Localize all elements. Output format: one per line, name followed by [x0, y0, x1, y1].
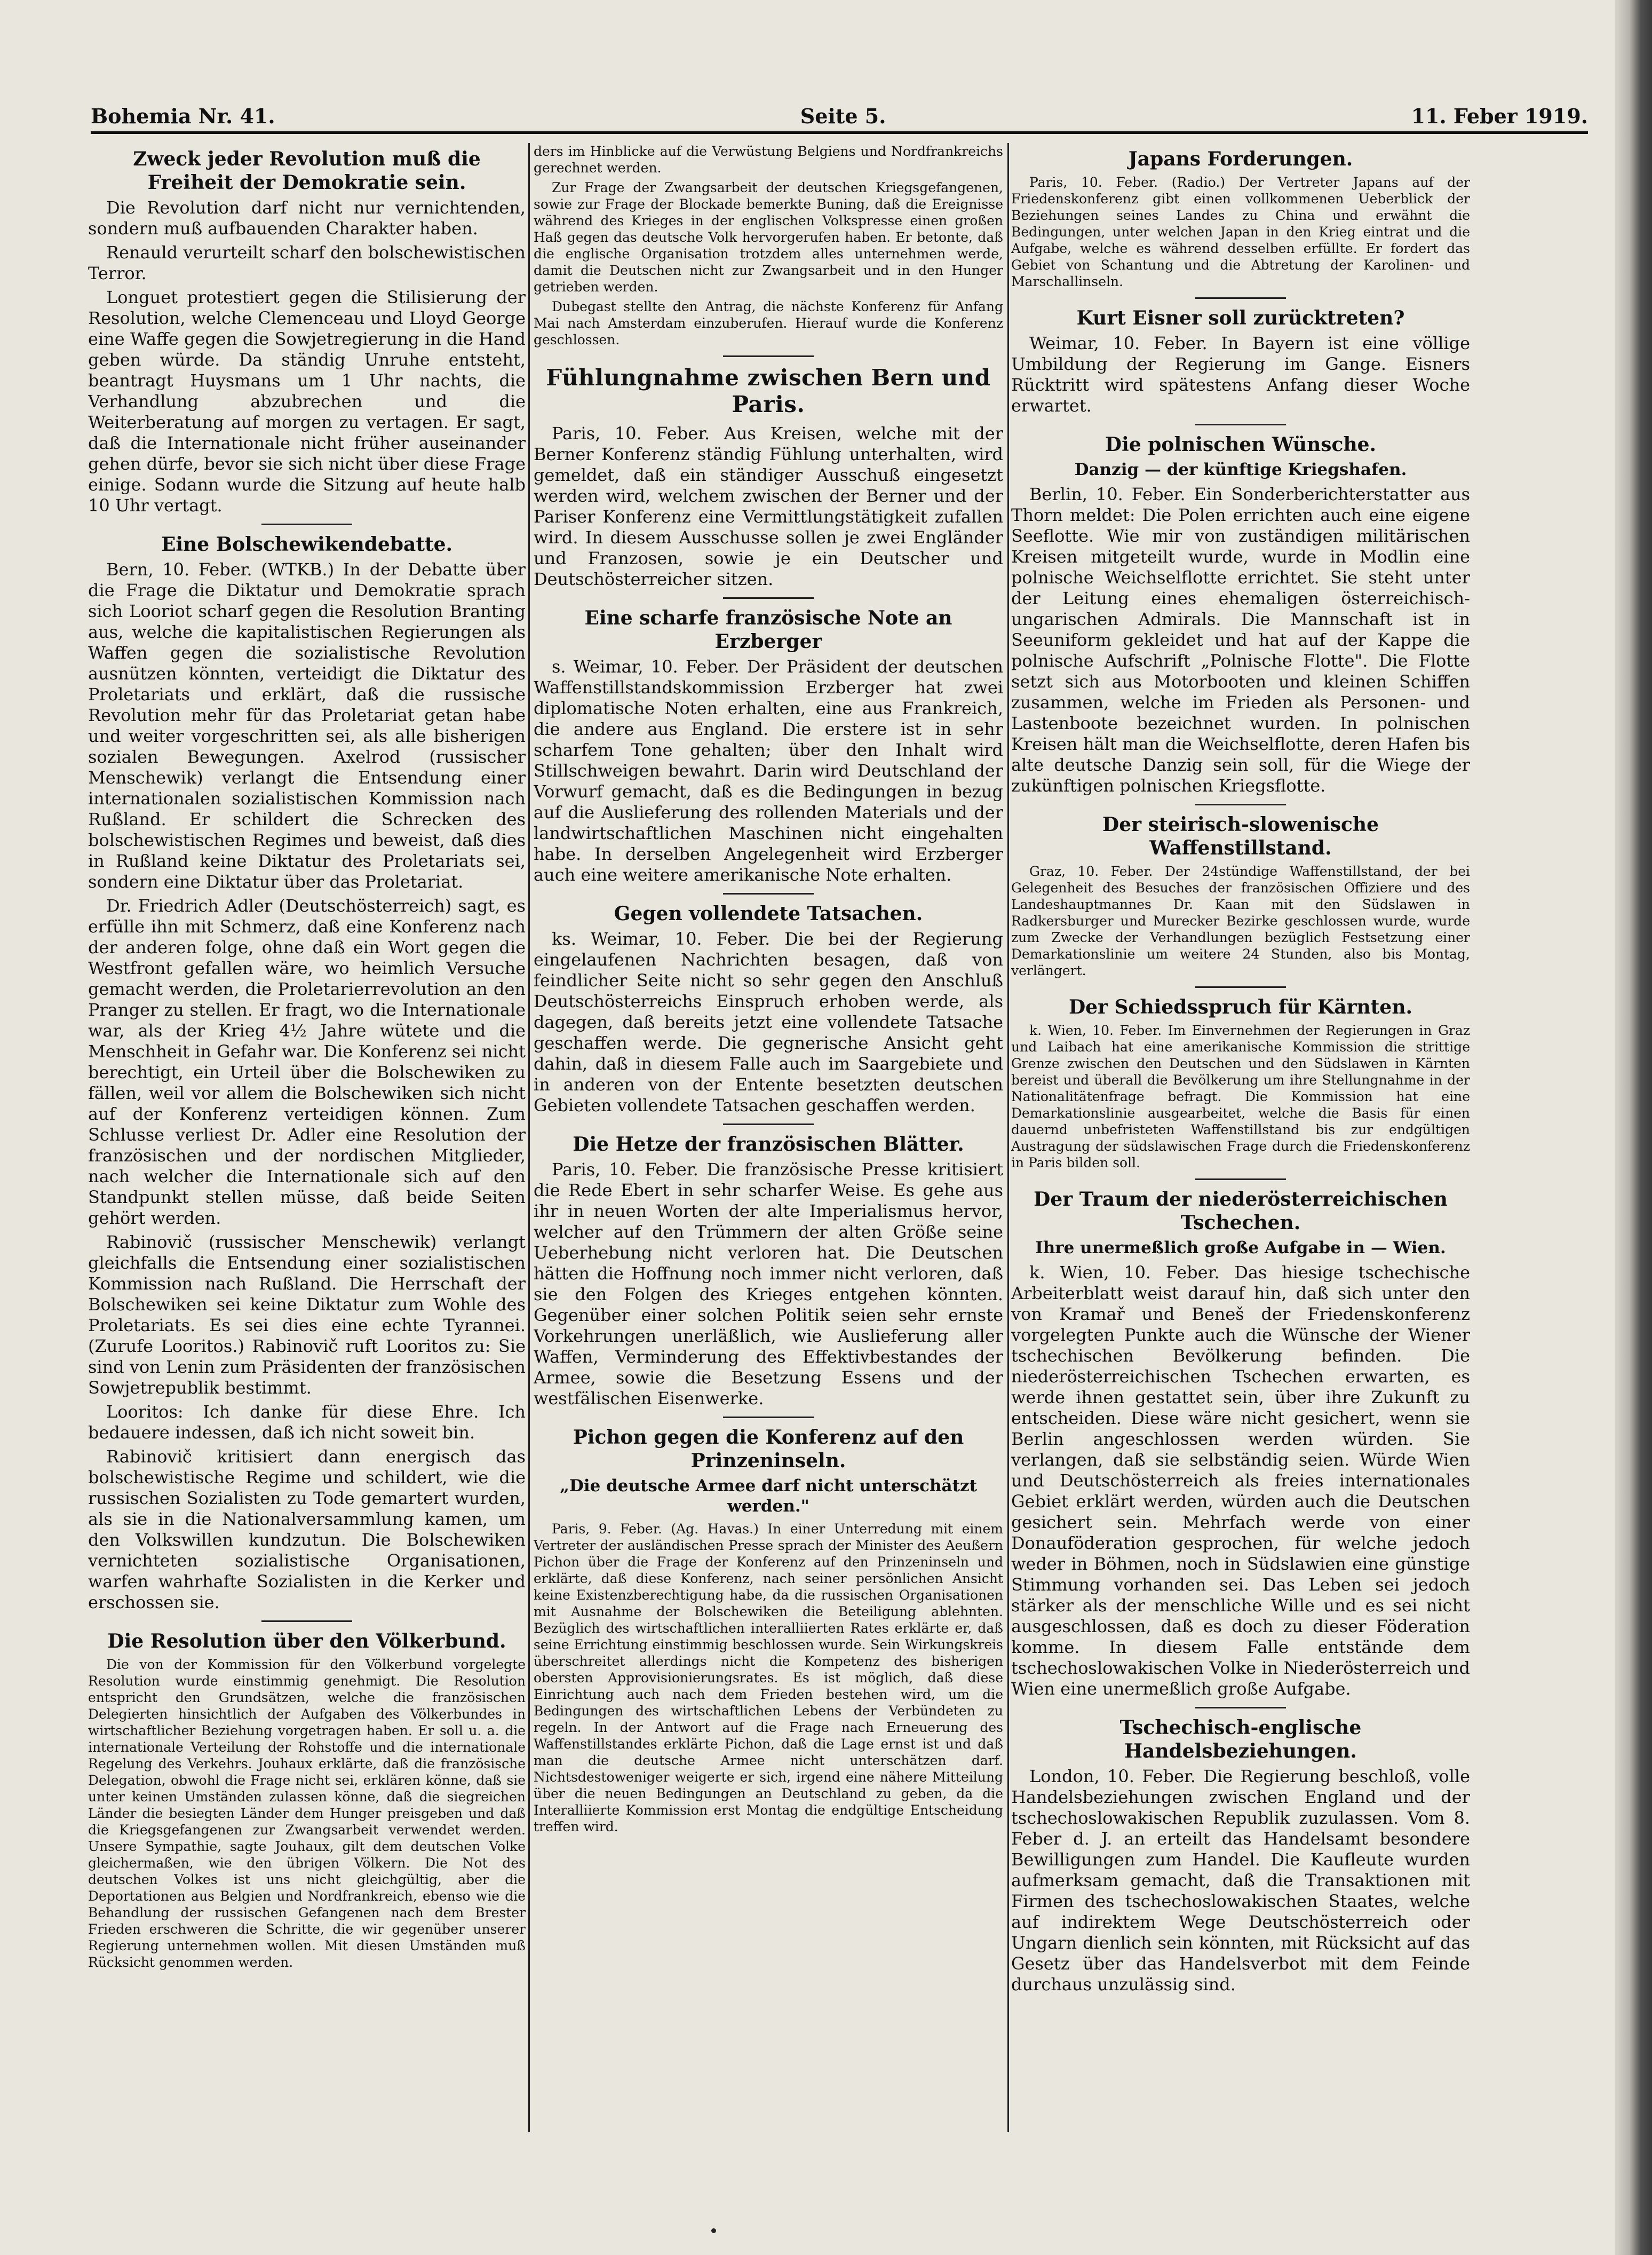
- paragraph: s. Weimar, 10. Feber. Der Präsident der deutschen Waffenstillstandskommission Erzberger hat zwei diplomatische Noten erhalten, eine aus Frankreich, die andere aus England. Die erstere ist in sehr scharfem Tone gehalten; über den Inhalt wird Stillschweigen bewahrt. Darin wird Deutschland der Vorwurf gemacht, daß es die Bedingungen in bezug auf die Auslieferung des rollenden Materials und der landwirtschaftlichen Maschinen nicht eingehalten habe. In derselben Angelegenheit wird Erzberger auch eine weitere amerikanische Note erhalten.: [534, 656, 1003, 885]
- separator: [261, 1620, 352, 1622]
- scan-edge: [1615, 0, 1652, 2255]
- separator: [1195, 297, 1286, 299]
- paragraph: Rabinovič (russischer Menschewik) verlangt gleichfalls die Entsendung einer sozialistischen Kommission nach Rußland. Die Herrschaft der Bolschewiken sei keine Diktatur zum Wohle des Proletariats. Es sei dies eine echte Tyrannei. (Zurufe Looritos.) Rabinovič ruft Looritos zu: Sie sind von Lenin zum Präsidenten der französischen Sowjetrepublik bestimmt.: [88, 1232, 526, 1398]
- paragraph: Paris, 10. Feber. Die französische Presse kritisiert die Rede Ebert in sehr scharfer Weise. Es gehe aus ihr in neuen Worten der alte Imperialismus hervor, welcher auf den Trümmern der alten Größe seine Ueberhebung nicht verloren hat. Die Deutschen hätten die Hoffnung noch immer nicht verloren, daß sie den Folgen des Krieges entgehen könnten. Gegenüber einer solchen Politik seien sehr ernste Vorkehrungen unerläßlich, wie Auslieferung aller Waffen, Verminderung des Effektivbestandes der Armee, sowie die Besetzung Essens und der westfälischen Eisenwerke.: [534, 1159, 1003, 1409]
- article-heading: Der Schiedsspruch für Kärnten.: [1068, 996, 1413, 1018]
- separator: [1195, 1707, 1286, 1708]
- article-heading: Pichon gegen die Konferenz auf den Prinzeninseln.: [573, 1426, 964, 1472]
- article-heading: Japans Forderungen.: [1128, 148, 1353, 170]
- article-heading: Der steirisch-slowenische Waffenstillstand.: [1102, 813, 1379, 859]
- separator: [261, 524, 352, 525]
- article-subheading: Danzig — der künftige Kriegshafen.: [1074, 460, 1407, 479]
- paragraph: London, 10. Feber. Die Regierung beschloß, volle Handelsbeziehungen zwischen England und der tschechoslowakischen Republik zuzulassen. Vom 8. Feber d. J. an erteilt das Handelsamt besondere Bewilligungen zum Handel. Die Kaufleute wurden aufmerksam gemacht, daß die Transaktionen mit Firmen des tschechoslowakischen Staates, welche auf indirektem Wege Deutschösterreich oder Ungarn dienlich sein könnten, mit Rücksicht auf das Gesetz über das Handelsverbot mit dem Feinde durchaus unzulässig sind.: [1011, 1766, 1470, 1995]
- paragraph: Paris, 9. Feber. (Ag. Havas.) In einer Unterredung mit einem Vertreter der ausländischen Presse sprach der Minister des Aeußern Pichon über die Frage der Konferenz auf den Prinzeninseln und erklärte, daß diese Konferenz, nach seiner persönlichen Ansicht keine Existenzberechtigung habe, da die russischen Organisationen mit Ausnahme der Bolschewiken die Beteiligung ablehnten. Bezüglich des wirtschaftlichen interalliierten Rates erklärte er, daß seine Errichtung einstimmig beschlossen wurde. Sein Wirkungskreis überschreitet allerdings nicht die Kompetenz des bisherigen obersten Approvisionierungsrates. Es ist möglich, daß diese Einrichtung auch nach dem Frieden bestehen wird, um die Bedingungen des wirtschaftlichen Lebens der Verbündeten zu regeln. In der Antwort auf die Frage nach Erneuerung des Waffenstillstandes erklärte Pichon, daß die Lage ernst ist und daß man die deutsche Armee nicht unterschätzen darf. Nichtsdestoweniger weigerte er sich, irgend eine nähere Mitteilung über die neuen Bedingungen an Deutschland zu geben, da die Interalliierte Kommission erst Montag die endgültige Entscheidung treffen wird.: [534, 1521, 1003, 1834]
- article-heading: Gegen vollendete Tatsachen.: [614, 903, 923, 925]
- article-heading: Der Traum der niederösterreichischen Tschechen.: [1034, 1188, 1448, 1234]
- article-heading: Die Resolution über den Völkerbund.: [107, 1630, 506, 1652]
- paragraph: Die von der Kommission für den Völkerbund vorgelegte Resolution wurde einstimmig genehmigt. Die Resolution entspricht den Grundsätzen, welche die französischen Delegierten hinsichtlich der Aufgaben des Völkerbundes in wirtschaftlicher Beziehung vorgetragen haben. Er soll u. a. die internationale Verteilung der Rohstoffe und die internationale Regelung des Verkehrs. Jouhaux erklärte, daß die französische Delegation, obwohl die Frage nicht sei, erklären könne, daß sie unter keinen Umständen zulassen könne, daß die siegreichen Länder die besiegten Länder dem Hunger preisgeben und daß die Kriegsgefangenen zur Zwangsarbeit verwendet werden. Unsere Sympathie, sagte Jouhaux, gilt dem deutschen Volke gleichermaßen, wie den übrigen Völkern. Die Not des deutschen Volkes ist uns nicht gleichgültig, aber die Deportationen aus Belgien und Nordfrankreich, ebenso wie die Behandlung der russischen Gefangenen nach dem Brester Frieden erschweren die Schritte, die wir gegenüber unserer Regierung unternehmen wollen. Mit diesen Umständen muß Rücksicht genommen werden.: [88, 1657, 526, 1970]
- separator: [723, 1417, 814, 1418]
- paragraph: Renauld verurteilt scharf den bolschewistischen Terror.: [88, 242, 526, 283]
- paragraph: Longuet protestiert gegen die Stilisierung der Resolution, welche Clemenceau und Lloyd George eine Waffe gegen die Sowjetregierung in die Hand geben würde. Da ständig Unruhe entsteht, beantragt Huysmans um 1 Uhr nachts, die Verhandlung abzubrechen und die Weiterberatung auf morgen zu vertagen. Er sagt, daß die Internationale nicht früher auseinander gehen dürfe, bevor sie sich nicht über diese Frage einige. Sodann wurde die Sitzung auf heute halb 10 Uhr vertagt.: [88, 287, 526, 516]
- paragraph: Graz, 10. Feber. Der 24stündige Waffenstillstand, der bei Gelegenheit des Besuches der französischen Offiziere und des Landeshauptmannes Dr. Kaan mit den Südslawen in Radkersburger und Murecker Bezirke geschlossen wurde, wurde zum Zwecke der Verhandlungen bezüglich Festsetzung einer Demarkationslinie um weitere 24 Stunden, also bis Montag, verlängert.: [1011, 864, 1470, 978]
- separator: [723, 597, 814, 599]
- column-rule: [528, 143, 530, 2132]
- paragraph: Zur Frage der Zwangsarbeit der deutschen Kriegsgefangenen, sowie zur Frage der Blockade bemerkte Buning, daß die Ereignisse während des Krieges in der englischen Volkspresse einen großen Haß gegen das deutsche Volk hervorgerufen haben. Er betonte, daß die englische Organisation trotzdem alles unternehmen werde, damit die Deutschen nicht zur Zwangsarbeit und in den Hunger getrieben werden.: [534, 180, 1003, 295]
- article-heading: Eine scharfe französische Note an Erzberger: [584, 607, 952, 653]
- article-subheading: Ihre unermeßlich große Aufgabe in — Wien.: [1035, 1238, 1446, 1257]
- paragraph: Bern, 10. Feber. (WTKB.) In der Debatte über die Frage die Diktatur und Demokratie sprach sich Looriot scharf gegen die Resolution Branting aus, welche die kapitalistischen Regierungen als Waffen gegen die sozialistische Revolution ausnützen könnten, verteidigt die Diktatur des Proletariats und erklärt, daß die russische Revolution mehr für das Proletariat getan habe und weiter vorgeschritten sei, als alle bisherigen sozialen Bewegungen. Axelrod (russischer Menschewik) verlangt die Entsendung einer internationalen sozialistischen Kommission nach Rußland. Er schildert die Schrecken des bolschewistischen Regimes und beweist, daß dies in Rußland keine Diktatur des Proletariats sei, sondern eine Diktatur über das Proletariat.: [88, 559, 526, 892]
- page-header: [91, 99, 1588, 134]
- paragraph: Berlin, 10. Feber. Ein Sonderberichterstatter aus Thorn meldet: Die Polen errichten auch eine eigene Seeflotte. Wie mir von zuständigen militärischen Kreisen mitgeteilt wurde, wurde in Modlin eine polnische Weichselflotte errichtet. Sie steht unter der Leitung eines ehemaligen österreichisch-ungarischen Admirals. Die Mannschaft ist in Seeuniform gekleidet und hat auf der Kappe die polnische Aufschrift „Polnische Flotte". Die Flotte setzt sich aus Motorbooten und kleinen Schiffen zusammen, welche im Frieden als Personen- und Lastenboote bezeichnet wurden. In polnischen Kreisen hält man die Weichselflotte, deren Hafen bis alte deutsche Danzig sein soll, für die Wiege der zukünftigen polnischen Kriegsflotte.: [1011, 484, 1470, 796]
- paragraph: k. Wien, 10. Feber. Das hiesige tschechische Arbeiterblatt weist darauf hin, daß sich unter den von Kramař und Beneš der Friedenskonferenz vorgelegten Punkte auch die Wünsche der Wiener tschechischen Bevölkerung befinden. Die niederösterreichischen Tschechen erwarten, es werde ihnen gestattet sein, über ihre Zukunft zu entscheiden. Diese wäre nicht gesichert, wenn sie Berlin angeschlossen werden würden. Sie verlangen, daß sie selbständig seien. Würde Wien und Deutschösterreich als freies internationales Gebiet erklärt werden, würden auch die Deutschen gesichert sein. Mehrfach werde von einer Donauföderation gesprochen, für welche jedoch weder in Böhmen, noch in Südslawien eine günstige Stimmung vorhanden sei. Das Leben sei jedoch stärker als der menschliche Wille und es sei nicht ausgeschlossen, daß es doch zu dieser Föderation komme. In diesem Falle entstände dem tschechoslowakischen Volke in Niederösterreich und Wien eine unermeßlich große Aufgabe.: [1011, 1262, 1470, 1699]
- column-rule: [1007, 143, 1009, 2132]
- paragraph: ks. Weimar, 10. Feber. Die bei der Regierung eingelaufenen Nachrichten besagen, daß von feindlicher Seite nicht so sehr gegen den Anschluß Deutschösterreichs Einspruch erhoben werde, als dagegen, daß bereits jetzt eine vollendete Tatsache geschaffen werde. Die gegnerische Ansicht geht dahin, daß in diesem Falle auch im Saargebiete und in anderen von der Entente besetzten deutschen Gebieten vollendete Tatsachen geschaffen werden.: [534, 929, 1003, 1115]
- print-mark: [711, 2228, 716, 2233]
- header-right: 11. Feber 1919.: [1411, 104, 1588, 128]
- header-center: Seite 5.: [800, 104, 886, 128]
- article-subheading: „Die deutsche Armee darf nicht unterschätzt werden.": [560, 1476, 977, 1516]
- header-left: Bohemia Nr. 41.: [91, 104, 275, 128]
- paragraph: Dr. Friedrich Adler (Deutschösterreich) sagt, es erfülle ihn mit Schmerz, daß eine Konferenz nach der anderen folge, ohne daß ein Wort gegen die Westfront gefallen wäre, wo heimlich Versuche gemacht werden, die Proletarierrevolution an den Pranger zu stellen. Er fragt, wo die Internationale war, als der Krieg 4½ Jahre wütete und die Menschheit in Gefahr war. Die Konferenz sei nicht berechtigt, ein Urteil über die Bolschewiken zu fällen, weil vor allem die Bolschewiken sich nicht auf der Konferenz verteidigen können. Zum Schlusse verliest Dr. Adler eine Resolution der französischen und der nordischen Mitglieder, nach welcher die Internationale sich auf den Standpunkt stellen müsse, daß beide Seiten gehört werden.: [88, 896, 526, 1228]
- paragraph: Looritos: Ich danke für diese Ehre. Ich bedauere indessen, daß ich nicht soweit bin.: [88, 1402, 526, 1443]
- column-1: [88, 143, 526, 2138]
- paragraph: k. Wien, 10. Feber. Im Einvernehmen der Regierungen in Graz und Laibach hat eine amerikanische Kommission die strittige Grenze zwischen den Deutschen und den Südslawen in Kärnten bereist und überall die Bevölkerung um ihre Stellungnahme in der Nationalitätenfrage befragt. Die Kommission hat eine Demarkationslinie ausgearbeitet, welche die Basis für einen dauernd unbefristeten Waffenstillstand bis zur endgültigen Austragung der südslawischen Frage durch die Friedenskonferenz in Paris bilden soll.: [1011, 1023, 1470, 1170]
- separator: [723, 893, 814, 895]
- paragraph: Dubegast stellte den Antrag, die nächste Konferenz für Anfang Mai nach Amsterdam einzuberufen. Hierauf wurde die Konferenz geschlossen.: [534, 299, 1003, 347]
- article-heading: Eine Bolschewikendebatte.: [161, 533, 453, 556]
- article-heading: Zweck jeder Revolution muß die Freiheit der Demokratie sein.: [133, 148, 481, 194]
- paragraph: Paris, 10. Feber. (Radio.) Der Vertreter Japans auf der Friedenskonferenz gibt einen vollkommenen Ueberblick der Beziehungen seines Landes zu China und erwähnt die Bedingungen, unter welchen Japan in den Krieg eintrat und die Aufgabe, welche es während desselben erfüllte. Er fordert das Gebiet von Schantung und die Abtretung der Karolinen- und Marschallinseln.: [1011, 175, 1470, 289]
- article-heading: Fühlungnahme zwischen Bern und Paris.: [546, 365, 991, 417]
- separator: [1195, 804, 1286, 805]
- article-heading: Die polnischen Wünsche.: [1105, 433, 1377, 456]
- article-heading: Tschechisch-englische Handelsbeziehungen.: [1119, 1716, 1362, 1762]
- separator: [723, 1123, 814, 1125]
- paragraph: Rabinovič kritisiert dann energisch das bolschewistische Regime und schildert, wie die russischen Sozialisten zu Tode gemartert wurden, als sie in die Nationalversammlung kamen, um den Volkswillen kundzutun. Die Bolschewiken vernichteten sozialistische Organisationen, warfen wahrhafte Sozialisten in die Kerker und erschossen sie.: [88, 1446, 526, 1612]
- separator: [1195, 1178, 1286, 1180]
- column-3: [1011, 143, 1470, 2138]
- separator: [723, 355, 814, 357]
- article-heading: Kurt Eisner soll zurücktreten?: [1076, 307, 1405, 329]
- column-2: [534, 143, 1003, 2138]
- paragraph: Paris, 10. Feber. Aus Kreisen, welche mit der Berner Konferenz ständig Fühlung unterhalten, wird gemeldet, daß ein ständiger Ausschuß eingesetzt werden wird, welchem zwischen der Berner und der Pariser Konferenz eine Vermittlungstätigkeit zufallen wird. In diesem Ausschusse sollen je zwei Engländer und Franzosen, sowie je ein Deutscher und Deutschösterreicher sitzen.: [534, 423, 1003, 589]
- article-heading: Die Hetze der französischen Blätter.: [573, 1133, 964, 1156]
- separator: [1195, 424, 1286, 425]
- paragraph: ders im Hinblicke auf die Verwüstung Belgiens und Nordfrankreichs gerechnet werden.: [534, 144, 1003, 176]
- separator: [1195, 986, 1286, 988]
- paragraph: Weimar, 10. Feber. In Bayern ist eine völlige Umbildung der Regierung im Gange. Eisners Rücktritt wird spätestens Anfang dieser Woche erwartet.: [1011, 333, 1470, 416]
- paragraph: Die Revolution darf nicht nur vernichtenden, sondern muß aufbauenden Charakter haben.: [88, 197, 526, 239]
